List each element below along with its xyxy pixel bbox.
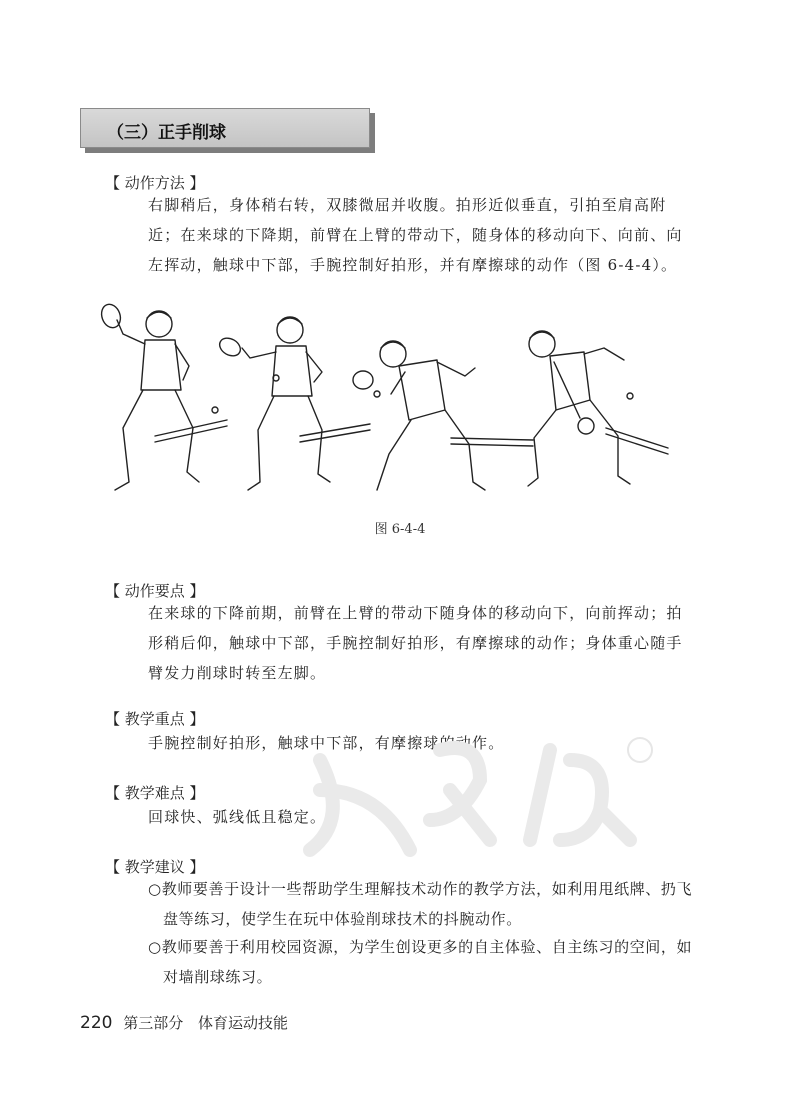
chapter-label: 体育运动技能 (198, 1014, 289, 1032)
player-stage-4 (528, 331, 668, 486)
teaching-focus-paragraph: 手腕控制好拍形，触球中下部，有摩擦球的动作。 (148, 734, 505, 752)
forehand-chop-illustration (95, 292, 695, 497)
page-footer (80, 1012, 288, 1033)
teaching-difficulty-paragraph: 回球快、弧线低且稳定。 (148, 808, 327, 826)
suggestion-item: ○教师要善于设计一些帮助学生理解技术动作的教学方法，如利用甩纸牌、扔飞盘等练习，使学生在玩中体验削球技术的抖腕动作。 (148, 880, 693, 928)
player-stage-3 (353, 341, 533, 490)
method-paragraph: 右脚稍后，身体稍右转，双膝微屈并收腹。拍形近似垂直，引拍至肩高附近；在来球的下降期，前臂在上臂的带动下，随身体的移动向下、向前、向左挥动，触球中下部，手腕控制好拍形，并有摩擦球的动作（图 6-4-4）。 (148, 196, 683, 274)
section-header-box (80, 108, 370, 148)
teaching-suggestions-heading: 【 教学建议 】 (105, 858, 205, 876)
figure-caption: 图 6-4-4 (374, 522, 426, 537)
teaching-focus-heading: 【 教学重点 】 (105, 710, 205, 728)
page-number: 220 (80, 1013, 113, 1033)
section-title: （三）正手削球 (107, 123, 226, 143)
key-points-paragraph: 在来球的下降前期，前臂在上臂的带动下随身体的移动向下，向前挥动；拍形稍后仰，触球中下部，手腕控制好拍形，有摩擦球的动作；身体重心随手臂发力削球时转至左脚。 (148, 604, 683, 682)
player-stage-2 (216, 317, 370, 490)
publisher-watermark (300, 720, 680, 860)
player-stage-1 (98, 302, 227, 490)
key-points-heading: 【 动作要点 】 (105, 582, 205, 600)
part-label: 第三部分 (123, 1014, 184, 1032)
method-heading: 【 动作方法 】 (105, 174, 205, 192)
suggestion-item: ○教师要善于利用校园资源，为学生创设更多的自主体验、自主练习的空间，如对墙削球练习。 (148, 938, 693, 986)
teaching-difficulty-heading: 【 教学难点 】 (105, 784, 205, 802)
